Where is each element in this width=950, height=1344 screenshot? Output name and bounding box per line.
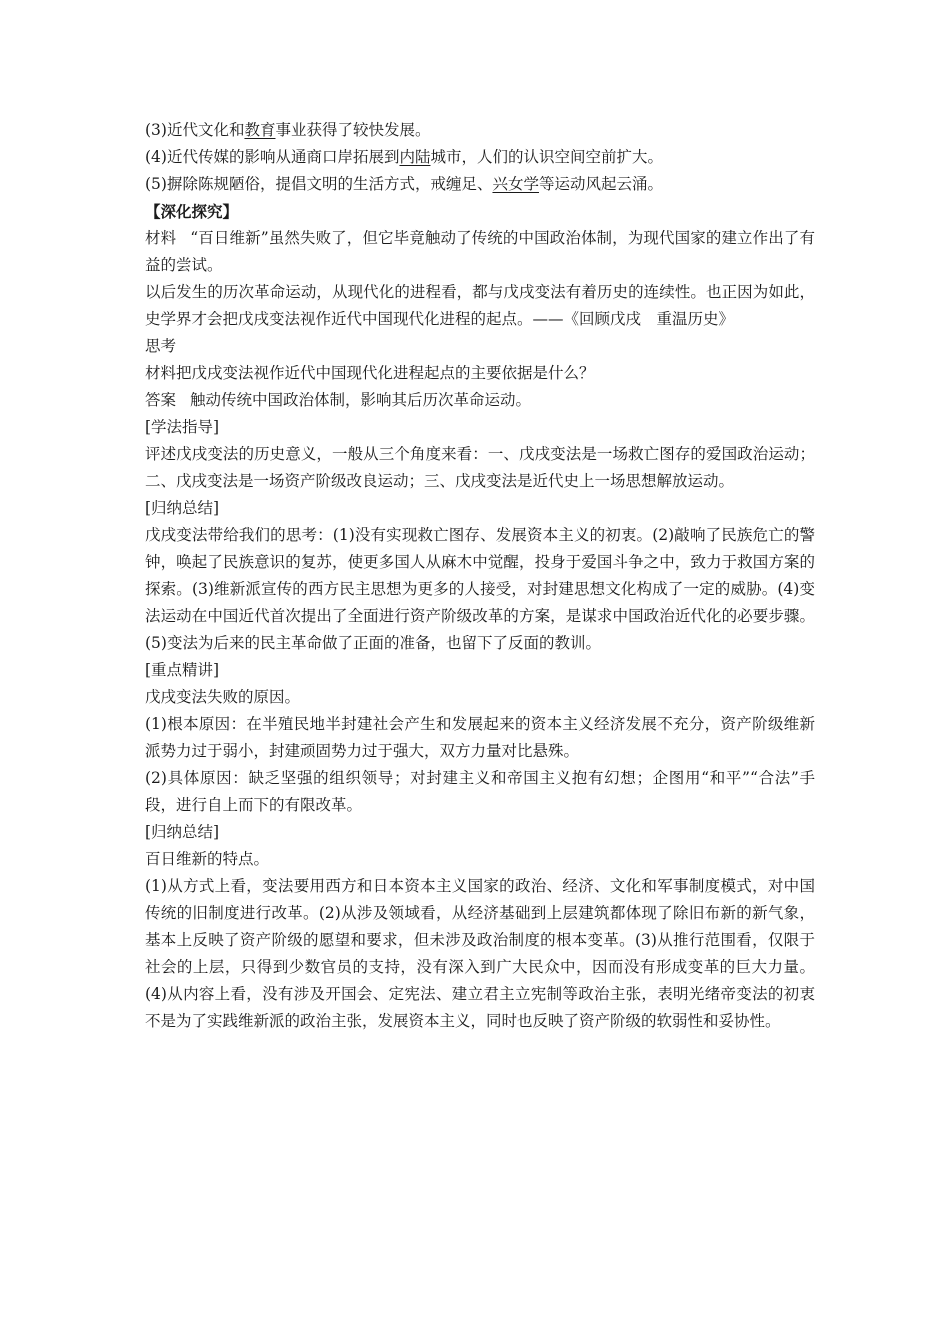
key-points-title: 戊戌变法失败的原因。 [145,688,301,706]
document-page [145,117,815,1035]
section-heading-key-points: [重点精讲] [145,661,220,679]
section-heading-summary: [归纳总结] [145,499,220,517]
answer-paragraph: 答案 触动传统中国政治体制，影响其后历次革命运动。 [145,391,532,409]
material-label: 材料 [145,229,177,247]
question-text: 材料把戊戌变法视作近代中国现代化进程起点的主要依据是什么？ [145,364,595,382]
think-label: 思考 [145,337,177,355]
key-point-1: (1)根本原因：在半殖民地半封建社会产生和发展起来的资本主义经济发展不充分，资产阶级维新派势力过于弱小，封建顽固势力过于强大，双方力量对比悬殊。 [145,715,815,760]
summary-paragraph: 戊戌变法带给我们的思考：(1)没有实现救亡图存、发展资本主义的初衷。(2)敲响了民族危亡的警钟，唤起了民族意识的复苏，使更多国人从麻木中觉醒，投身于爱国斗争之中，致力于救国方案的探索。(3)维新派宣传的西方民主思想为更多的人接受，对封建思想文化构成了一定的威胁。(4)变法运动在中国近代首次提出了全面进行资产阶级改革的方案，是谋求中国政治近代化的必要步骤。(5)变法为后来的民主革命做了正面的准备，也留下了反面的教训。 [145,526,815,652]
section-heading-summary-2: [归纳总结] [145,823,220,841]
blank-answer: 教育 [244,121,276,139]
material-paragraph: 材料 “百日维新”虽然失败了，但它毕竟触动了传统的中国政治体制，为现代国家的建立作出了有益的尝试。 [145,229,815,274]
blank-answer: 内陆 [399,148,431,166]
key-point-2: (2)具体原因：缺乏坚强的组织领导；对封建主义和帝国主义抱有幻想；企图用“和平”“合法”手段，进行自上而下的有限改革。 [145,769,815,814]
point-4: (4)近代传媒的影响从通商口岸拓展到内陆城市，人们的认识空间空前扩大。 [145,148,663,166]
point-3: (3)近代文化和教育事业获得了较快发展。 [145,121,431,139]
section-heading-deep-inquiry: 【深化探究】 [145,202,239,221]
material-paragraph-2: 以后发生的历次革命运动，从现代化的进程看，都与戊戌变法有着历史的连续性。也正因为如此，史学界才会把戊戌变法视作近代中国现代化进程的起点。——《回顾戊戌 重温历史》 [145,283,815,328]
method-paragraph: 评述戊戌变法的历史意义，一般从三个角度来看：一、戊戌变法是一场救亡图存的爱国政治运动；二、戊戌变法是一场资产阶级改良运动；三、戊戌变法是近代史上一场思想解放运动。 [145,445,815,490]
answer-label: 答案 [145,391,177,409]
summary-2-paragraph: (1)从方式上看，变法要用西方和日本资本主义国家的政治、经济、文化和军事制度模式，对中国传统的旧制度进行改革。(2)从涉及领域看，从经济基础到上层建筑都体现了除旧布新的新气象，基本上反映了资产阶级的愿望和要求，但未涉及政治制度的根本变革。(3)从推行范围看，仅限于社会的上层，只得到少数官员的支持，没有深入到广大民众中，因而没有形成变革的巨大力量。(4)从内容上看，没有涉及开国会、定宪法、建立君主立宪制等政治主张，表明光绪帝变法的初衷不是为了实践维新派的政治主张，发展资本主义，同时也反映了资产阶级的软弱性和妥协性。 [145,877,815,1030]
blank-answer: 兴女学 [492,175,539,193]
section-heading-method: [学法指导] [145,418,220,436]
point-5: (5)摒除陈规陋俗，提倡文明的生活方式，戒缠足、兴女学等运动风起云涌。 [145,175,663,193]
summary-2-title: 百日维新的特点。 [145,850,270,868]
